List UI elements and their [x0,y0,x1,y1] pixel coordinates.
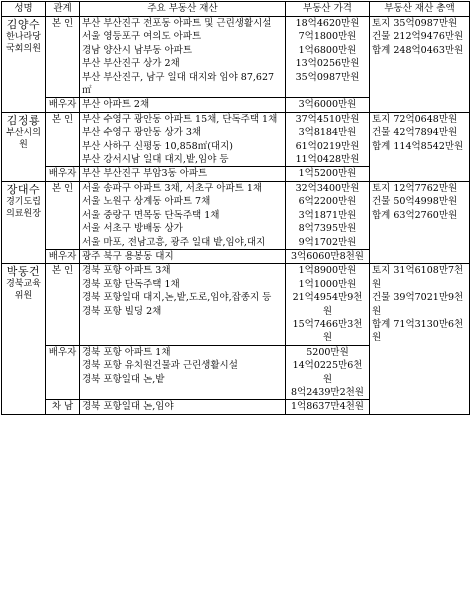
person-position: 경기도립 의료원장 [6,196,41,219]
asset-item: 경북 포항일대 대지,논,밭,도로,임야,잡종지 등 [82,292,272,304]
price-item: 6억2200만원 [298,196,357,208]
assets-cell [80,98,286,112]
person-position: 경북교육위원 [6,279,41,302]
asset-item: 부산 아파트 2채 [82,99,150,111]
price-item: 1억1000만원 [298,278,357,290]
relation-cell: 본 인 [46,181,80,249]
relation-cell: 배우자 [46,249,80,263]
price-cell [286,345,370,400]
price-item: 15억7466만3천원 [292,318,363,344]
person-cell [2,17,46,113]
price-cell [286,249,370,263]
person-position: 부산시의원 [6,127,41,150]
total-item: 합계 114억8542만원 [372,140,464,152]
asset-item: 서울 서초구 방배동 상가 [82,223,183,235]
assets-cell [80,181,286,249]
asset-item: 서울 중랑구 면목동 단독주택 1채 [82,209,220,221]
asset-item: 부산 사하구 신평동 10,858㎡(대지) [82,140,233,152]
total-item: 건물 39억7021만9천원 [372,292,464,317]
person-position: 한나라당 국회의원 [6,32,41,54]
price-item: 13억0256만원 [295,58,360,70]
price-item: 21억4954만9천원 [292,292,363,317]
total-cell [370,112,470,181]
asset-item: 서울 노원구 상계동 아파트 7채 [82,196,211,208]
header-assets: 주요 부동산 재산 [80,2,286,17]
asset-item: 경북 포항 단독주택 1채 [82,278,180,290]
table-body [2,17,470,415]
asset-item: 경남 양산시 남부동 아파트 [82,44,193,56]
assets-cell [80,345,286,400]
price-item: 3억6000만원 [298,99,357,111]
price-cell [286,181,370,249]
relation-cell: 본 인 [46,264,80,345]
relation-cell: 배우자 [46,345,80,400]
price-cell [286,167,370,181]
price-item: 7억1800만원 [298,31,357,43]
asset-item: 경북 포항 아파트 3채 [82,265,171,277]
person-cell [2,264,46,414]
price-item: 8억7395만원 [298,223,357,235]
total-item: 토지 35억0987만원 [372,18,458,29]
table-row [2,181,470,249]
asset-item: 부산 강서시남 일대 대지,밭,임야 등 [82,154,229,166]
assets-cell [80,400,286,414]
asset-item: 서울 송파구 아파트 3채, 서초구 아파트 1채 [82,182,263,194]
asset-item: 경북 포항 빌딩 2채 [82,305,162,317]
price-item: 3억6060만8천원 [291,250,364,262]
total-cell [370,264,470,414]
total-item: 합계 63억2760만원 [372,209,458,221]
relation-cell: 본 인 [46,112,80,167]
price-item: 1억8900만원 [298,265,357,277]
person-cell [2,181,46,263]
person-name: 김양수 [6,18,41,31]
person-name: 장대수 [6,182,41,196]
price-item: 8억2439만2천원 [291,386,364,398]
assets-cell [80,167,286,181]
asset-item: 부산 수영구 광안동 상가 3채 [82,127,202,139]
asset-item: 부산 부산진구, 남구 일대 대지와 임야 87,627㎡ [82,71,275,97]
asset-item: 부산 부산진구 부암3동 아파트 [82,168,208,180]
header-total: 부동산 재산 총액 [370,2,470,17]
price-item: 3억8184만원 [298,127,357,139]
relation-cell: 본 인 [46,17,80,98]
asset-item: 경북 포항 유치원건물과 근린생활시설 [82,360,238,372]
table-row [2,264,470,345]
person-cell [2,112,46,181]
asset-item: 경북 포항일대 논,임야 [82,401,174,413]
total-item: 건물 212억9476만원 [372,31,464,43]
total-cell [370,17,470,113]
assets-cell [80,112,286,167]
header-row [2,2,470,17]
total-item: 건물 42억7894만원 [372,127,458,139]
price-cell [286,400,370,414]
asset-table [1,1,470,415]
price-item: 35억0987만원 [295,71,360,83]
price-item: 18억4620만원 [295,18,360,29]
asset-item: 부산 부산진구 상가 2채 [82,58,180,70]
price-item: 11억0428만원 [295,154,360,166]
total-item: 토지 72억0648만원 [372,113,458,125]
price-item: 9억1702만원 [298,236,357,248]
total-item: 합계 71억3130만6천원 [372,318,464,344]
asset-item: 부산 수영구 광안동 아파트 15채, 단독주택 1채 [82,113,278,125]
price-item: 61억0219만원 [295,140,360,152]
table-row [2,112,470,167]
asset-item: 광주 북구 용봉동 대지 [82,250,174,262]
total-item: 토지 12억7762만원 [372,182,458,194]
header-price: 부동산 가격 [286,2,370,17]
price-item: 1억6800만원 [298,44,357,56]
price-item: 1억8637만4천원 [291,401,364,413]
table-row [2,17,470,98]
assets-cell [80,264,286,345]
assets-cell [80,17,286,98]
price-item: 32억3400만원 [295,182,360,194]
person-name: 김정룡 [6,113,41,127]
asset-item: 서울 영등포구 여의도 아파트 [82,31,202,43]
relation-cell: 배우자 [46,98,80,112]
total-item: 토지 31억6108만7천원 [372,265,464,290]
relation-cell: 차 남 [46,400,80,414]
relation-cell: 배우자 [46,167,80,181]
total-cell [370,181,470,263]
price-cell [286,264,370,345]
header-name: 성명 [2,2,46,17]
price-item: 1억5200만원 [298,168,357,180]
price-item: 5200만원 [306,346,349,358]
asset-item: 경북 포항 아파트 1채 [82,346,171,358]
asset-item: 서울 마포, 전남고흥, 광주 일대 밭,임야,대지 [82,236,266,248]
asset-item: 경북 포항일대 논,밭 [82,373,165,385]
price-item: 37억4510만원 [295,113,360,125]
price-cell [286,112,370,167]
price-cell [286,17,370,98]
price-item: 14억0225만6천원 [292,360,363,385]
person-name: 박동건 [6,265,41,279]
price-item: 3억1871만원 [298,209,357,221]
total-item: 건물 50억4998만원 [372,196,458,208]
header-relation: 관계 [46,2,80,17]
total-item: 합계 248억0463만원 [372,44,464,56]
assets-cell [80,249,286,263]
price-cell [286,98,370,112]
asset-item: 부산 부산진구 전포동 아파트 및 근린생활시설 [82,18,272,29]
